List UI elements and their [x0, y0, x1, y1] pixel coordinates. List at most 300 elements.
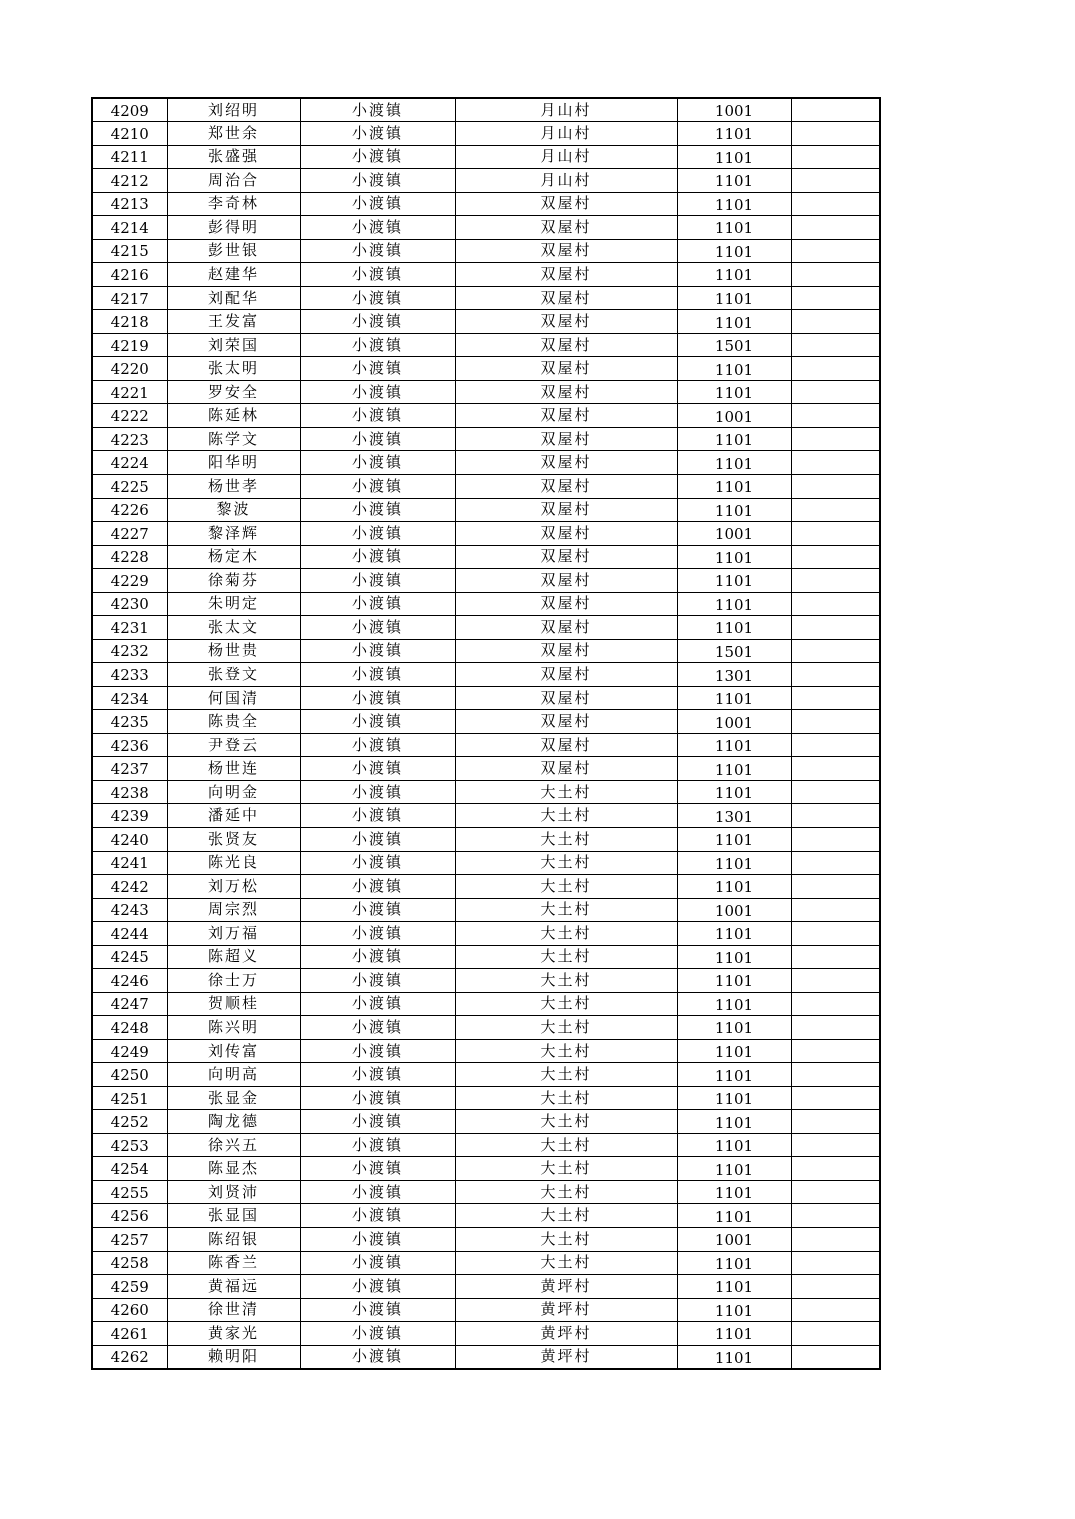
- row-number-cell: 4245: [92, 945, 167, 969]
- table-row: [92, 710, 880, 734]
- town-cell: 小渡镇: [300, 216, 455, 240]
- code-cell: 1101: [677, 545, 791, 569]
- name-cell: 陈贵全: [167, 710, 300, 734]
- name-cell: 刘万福: [167, 922, 300, 946]
- name-cell: 赵建华: [167, 263, 300, 287]
- table-row: [92, 1298, 880, 1322]
- table-row: [92, 1063, 880, 1087]
- village-cell: 大土村: [455, 851, 677, 875]
- table-row: [92, 333, 880, 357]
- row-number-cell: 4220: [92, 357, 167, 381]
- note-cell: [791, 1275, 880, 1299]
- village-cell: 黄坪村: [455, 1345, 677, 1369]
- row-number-cell: 4230: [92, 592, 167, 616]
- row-number-cell: 4262: [92, 1345, 167, 1369]
- row-number-cell: 4249: [92, 1039, 167, 1063]
- table-row: [92, 122, 880, 146]
- table-row: [92, 945, 880, 969]
- table-row: [92, 145, 880, 169]
- name-cell: 张太文: [167, 616, 300, 640]
- row-number-cell: 4228: [92, 545, 167, 569]
- name-cell: 张贤友: [167, 827, 300, 851]
- code-cell: 1001: [677, 898, 791, 922]
- table-row: [92, 239, 880, 263]
- name-cell: 杨世孝: [167, 475, 300, 499]
- village-cell: 双屋村: [455, 380, 677, 404]
- village-cell: 大土村: [455, 898, 677, 922]
- village-cell: 大土村: [455, 969, 677, 993]
- town-cell: 小渡镇: [300, 945, 455, 969]
- code-cell: 1101: [677, 216, 791, 240]
- table-row: [92, 875, 880, 899]
- name-cell: 陈延林: [167, 404, 300, 428]
- town-cell: 小渡镇: [300, 875, 455, 899]
- row-number-cell: 4243: [92, 898, 167, 922]
- row-number-cell: 4221: [92, 380, 167, 404]
- row-number-cell: 4258: [92, 1251, 167, 1275]
- town-cell: 小渡镇: [300, 804, 455, 828]
- code-cell: 1101: [677, 757, 791, 781]
- row-number-cell: 4222: [92, 404, 167, 428]
- name-cell: 赖明阳: [167, 1345, 300, 1369]
- code-cell: 1101: [677, 1039, 791, 1063]
- village-cell: 大土村: [455, 1157, 677, 1181]
- code-cell: 1001: [677, 710, 791, 734]
- code-cell: 1101: [677, 451, 791, 475]
- name-cell: 刘万松: [167, 875, 300, 899]
- village-cell: 双屋村: [455, 263, 677, 287]
- note-cell: [791, 145, 880, 169]
- name-cell: 陈光良: [167, 851, 300, 875]
- village-cell: 黄坪村: [455, 1275, 677, 1299]
- name-cell: 黎泽辉: [167, 522, 300, 546]
- town-cell: 小渡镇: [300, 380, 455, 404]
- row-number-cell: 4234: [92, 686, 167, 710]
- town-cell: 小渡镇: [300, 545, 455, 569]
- name-cell: 杨世贵: [167, 639, 300, 663]
- name-cell: 周宗烈: [167, 898, 300, 922]
- name-cell: 张太明: [167, 357, 300, 381]
- code-cell: 1101: [677, 498, 791, 522]
- note-cell: [791, 616, 880, 640]
- code-cell: 1101: [677, 192, 791, 216]
- code-cell: 1101: [677, 1345, 791, 1369]
- town-cell: 小渡镇: [300, 569, 455, 593]
- row-number-cell: 4235: [92, 710, 167, 734]
- name-cell: 陈超义: [167, 945, 300, 969]
- code-cell: 1001: [677, 522, 791, 546]
- note-cell: [791, 639, 880, 663]
- village-cell: 月山村: [455, 169, 677, 193]
- row-number-cell: 4217: [92, 286, 167, 310]
- note-cell: [791, 263, 880, 287]
- row-number-cell: 4212: [92, 169, 167, 193]
- village-cell: 大土村: [455, 1063, 677, 1087]
- town-cell: 小渡镇: [300, 686, 455, 710]
- town-cell: 小渡镇: [300, 1039, 455, 1063]
- code-cell: 1101: [677, 286, 791, 310]
- table-row: [92, 922, 880, 946]
- table-row: [92, 804, 880, 828]
- row-number-cell: 4209: [92, 98, 167, 122]
- village-cell: 双屋村: [455, 451, 677, 475]
- town-cell: 小渡镇: [300, 1298, 455, 1322]
- table-row: [92, 616, 880, 640]
- town-cell: 小渡镇: [300, 757, 455, 781]
- note-cell: [791, 122, 880, 146]
- note-cell: [791, 169, 880, 193]
- code-cell: 1101: [677, 427, 791, 451]
- table-row: [92, 663, 880, 687]
- town-cell: 小渡镇: [300, 498, 455, 522]
- table-row: [92, 1157, 880, 1181]
- name-cell: 陈学文: [167, 427, 300, 451]
- code-cell: 1101: [677, 1322, 791, 1346]
- row-number-cell: 4227: [92, 522, 167, 546]
- code-cell: 1501: [677, 639, 791, 663]
- table-row: [92, 1251, 880, 1275]
- town-cell: 小渡镇: [300, 1016, 455, 1040]
- note-cell: [791, 1133, 880, 1157]
- row-number-cell: 4240: [92, 827, 167, 851]
- name-cell: 徐世清: [167, 1298, 300, 1322]
- note-cell: [791, 757, 880, 781]
- table-row: [92, 851, 880, 875]
- row-number-cell: 4233: [92, 663, 167, 687]
- table-row: [92, 451, 880, 475]
- village-cell: 大土村: [455, 1251, 677, 1275]
- note-cell: [791, 1322, 880, 1346]
- row-number-cell: 4224: [92, 451, 167, 475]
- village-cell: 双屋村: [455, 686, 677, 710]
- table-row: [92, 522, 880, 546]
- note-cell: [791, 380, 880, 404]
- town-cell: 小渡镇: [300, 616, 455, 640]
- table-row: [92, 545, 880, 569]
- table-row: [92, 310, 880, 334]
- note-cell: [791, 1110, 880, 1134]
- town-cell: 小渡镇: [300, 286, 455, 310]
- town-cell: 小渡镇: [300, 1275, 455, 1299]
- town-cell: 小渡镇: [300, 733, 455, 757]
- code-cell: 1101: [677, 992, 791, 1016]
- village-cell: 双屋村: [455, 592, 677, 616]
- name-cell: 刘配华: [167, 286, 300, 310]
- note-cell: [791, 239, 880, 263]
- town-cell: 小渡镇: [300, 169, 455, 193]
- name-cell: 尹登云: [167, 733, 300, 757]
- note-cell: [791, 969, 880, 993]
- table-row: [92, 357, 880, 381]
- records-table: [91, 97, 881, 1370]
- village-cell: 双屋村: [455, 498, 677, 522]
- village-cell: 月山村: [455, 98, 677, 122]
- row-number-cell: 4226: [92, 498, 167, 522]
- town-cell: 小渡镇: [300, 357, 455, 381]
- name-cell: 刘绍明: [167, 98, 300, 122]
- row-number-cell: 4211: [92, 145, 167, 169]
- town-cell: 小渡镇: [300, 1322, 455, 1346]
- village-cell: 双屋村: [455, 357, 677, 381]
- name-cell: 徐菊芬: [167, 569, 300, 593]
- table-row: [92, 733, 880, 757]
- town-cell: 小渡镇: [300, 1133, 455, 1157]
- village-cell: 双屋村: [455, 427, 677, 451]
- town-cell: 小渡镇: [300, 1086, 455, 1110]
- village-cell: 大土村: [455, 1204, 677, 1228]
- note-cell: [791, 216, 880, 240]
- code-cell: 1101: [677, 122, 791, 146]
- table-row: [92, 286, 880, 310]
- row-number-cell: 4242: [92, 875, 167, 899]
- row-number-cell: 4216: [92, 263, 167, 287]
- row-number-cell: 4218: [92, 310, 167, 334]
- row-number-cell: 4246: [92, 969, 167, 993]
- village-cell: 大土村: [455, 804, 677, 828]
- note-cell: [791, 1180, 880, 1204]
- town-cell: 小渡镇: [300, 1110, 455, 1134]
- note-cell: [791, 592, 880, 616]
- village-cell: 大土村: [455, 1039, 677, 1063]
- name-cell: 黄福远: [167, 1275, 300, 1299]
- code-cell: 1501: [677, 333, 791, 357]
- name-cell: 陈绍银: [167, 1228, 300, 1252]
- village-cell: 大土村: [455, 1180, 677, 1204]
- name-cell: 贺顺桂: [167, 992, 300, 1016]
- name-cell: 刘贤沛: [167, 1180, 300, 1204]
- name-cell: 黎波: [167, 498, 300, 522]
- name-cell: 张显国: [167, 1204, 300, 1228]
- code-cell: 1101: [677, 875, 791, 899]
- code-cell: 1101: [677, 1157, 791, 1181]
- village-cell: 双屋村: [455, 639, 677, 663]
- name-cell: 张盛强: [167, 145, 300, 169]
- code-cell: 1101: [677, 945, 791, 969]
- town-cell: 小渡镇: [300, 851, 455, 875]
- town-cell: 小渡镇: [300, 969, 455, 993]
- name-cell: 徐士万: [167, 969, 300, 993]
- row-number-cell: 4250: [92, 1063, 167, 1087]
- name-cell: 周治合: [167, 169, 300, 193]
- table-row: [92, 639, 880, 663]
- code-cell: 1101: [677, 1063, 791, 1087]
- code-cell: 1001: [677, 1228, 791, 1252]
- code-cell: 1101: [677, 851, 791, 875]
- row-number-cell: 4238: [92, 780, 167, 804]
- row-number-cell: 4261: [92, 1322, 167, 1346]
- table-row: [92, 686, 880, 710]
- name-cell: 彭世银: [167, 239, 300, 263]
- note-cell: [791, 569, 880, 593]
- town-cell: 小渡镇: [300, 1204, 455, 1228]
- note-cell: [791, 404, 880, 428]
- town-cell: 小渡镇: [300, 98, 455, 122]
- note-cell: [791, 898, 880, 922]
- table-row: [92, 263, 880, 287]
- name-cell: 徐兴五: [167, 1133, 300, 1157]
- village-cell: 双屋村: [455, 757, 677, 781]
- town-cell: 小渡镇: [300, 145, 455, 169]
- row-number-cell: 4223: [92, 427, 167, 451]
- name-cell: 陶龙德: [167, 1110, 300, 1134]
- table-row: [92, 780, 880, 804]
- village-cell: 月山村: [455, 122, 677, 146]
- note-cell: [791, 1228, 880, 1252]
- table-row: [92, 1322, 880, 1346]
- table-row: [92, 498, 880, 522]
- village-cell: 双屋村: [455, 522, 677, 546]
- town-cell: 小渡镇: [300, 239, 455, 263]
- row-number-cell: 4253: [92, 1133, 167, 1157]
- code-cell: 1301: [677, 663, 791, 687]
- note-cell: [791, 875, 880, 899]
- code-cell: 1101: [677, 592, 791, 616]
- village-cell: 双屋村: [455, 545, 677, 569]
- name-cell: 阳华明: [167, 451, 300, 475]
- code-cell: 1001: [677, 98, 791, 122]
- town-cell: 小渡镇: [300, 1345, 455, 1369]
- table-row: [92, 592, 880, 616]
- row-number-cell: 4247: [92, 992, 167, 1016]
- village-cell: 双屋村: [455, 333, 677, 357]
- village-cell: 黄坪村: [455, 1322, 677, 1346]
- town-cell: 小渡镇: [300, 710, 455, 734]
- village-cell: 双屋村: [455, 216, 677, 240]
- row-number-cell: 4231: [92, 616, 167, 640]
- code-cell: 1101: [677, 239, 791, 263]
- town-cell: 小渡镇: [300, 122, 455, 146]
- code-cell: 1101: [677, 1275, 791, 1299]
- row-number-cell: 4251: [92, 1086, 167, 1110]
- table-row: [92, 1039, 880, 1063]
- row-number-cell: 4257: [92, 1228, 167, 1252]
- row-number-cell: 4254: [92, 1157, 167, 1181]
- code-cell: 1101: [677, 380, 791, 404]
- row-number-cell: 4244: [92, 922, 167, 946]
- village-cell: 大土村: [455, 875, 677, 899]
- note-cell: [791, 1016, 880, 1040]
- name-cell: 潘延中: [167, 804, 300, 828]
- note-cell: [791, 1204, 880, 1228]
- row-number-cell: 4225: [92, 475, 167, 499]
- row-number-cell: 4237: [92, 757, 167, 781]
- row-number-cell: 4229: [92, 569, 167, 593]
- note-cell: [791, 945, 880, 969]
- village-cell: 双屋村: [455, 475, 677, 499]
- code-cell: 1101: [677, 1110, 791, 1134]
- name-cell: 刘荣国: [167, 333, 300, 357]
- note-cell: [791, 451, 880, 475]
- town-cell: 小渡镇: [300, 263, 455, 287]
- village-cell: 双屋村: [455, 569, 677, 593]
- row-number-cell: 4256: [92, 1204, 167, 1228]
- table-row: [92, 216, 880, 240]
- note-cell: [791, 780, 880, 804]
- note-cell: [791, 1345, 880, 1369]
- town-cell: 小渡镇: [300, 663, 455, 687]
- row-number-cell: 4215: [92, 239, 167, 263]
- name-cell: 陈香兰: [167, 1251, 300, 1275]
- name-cell: 朱明定: [167, 592, 300, 616]
- note-cell: [791, 333, 880, 357]
- code-cell: 1101: [677, 145, 791, 169]
- name-cell: 刘传富: [167, 1039, 300, 1063]
- note-cell: [791, 522, 880, 546]
- note-cell: [791, 286, 880, 310]
- town-cell: 小渡镇: [300, 192, 455, 216]
- code-cell: 1101: [677, 475, 791, 499]
- name-cell: 张登文: [167, 663, 300, 687]
- town-cell: 小渡镇: [300, 1157, 455, 1181]
- town-cell: 小渡镇: [300, 1180, 455, 1204]
- note-cell: [791, 663, 880, 687]
- name-cell: 陈显杰: [167, 1157, 300, 1181]
- village-cell: 月山村: [455, 145, 677, 169]
- table-row: [92, 1204, 880, 1228]
- village-cell: 双屋村: [455, 710, 677, 734]
- table-row: [92, 427, 880, 451]
- row-number-cell: 4214: [92, 216, 167, 240]
- village-cell: 大土村: [455, 827, 677, 851]
- name-cell: 杨世连: [167, 757, 300, 781]
- table-row: [92, 1180, 880, 1204]
- town-cell: 小渡镇: [300, 310, 455, 334]
- note-cell: [791, 851, 880, 875]
- village-cell: 双屋村: [455, 404, 677, 428]
- code-cell: 1101: [677, 922, 791, 946]
- note-cell: [791, 310, 880, 334]
- code-cell: 1101: [677, 1204, 791, 1228]
- name-cell: 向明高: [167, 1063, 300, 1087]
- table-row: [92, 1275, 880, 1299]
- note-cell: [791, 710, 880, 734]
- code-cell: 1101: [677, 263, 791, 287]
- row-number-cell: 4248: [92, 1016, 167, 1040]
- town-cell: 小渡镇: [300, 780, 455, 804]
- code-cell: 1301: [677, 804, 791, 828]
- code-cell: 1101: [677, 616, 791, 640]
- town-cell: 小渡镇: [300, 592, 455, 616]
- name-cell: 何国清: [167, 686, 300, 710]
- note-cell: [791, 475, 880, 499]
- name-cell: 向明金: [167, 780, 300, 804]
- note-cell: [791, 1157, 880, 1181]
- town-cell: 小渡镇: [300, 1228, 455, 1252]
- table-row: [92, 169, 880, 193]
- note-cell: [791, 357, 880, 381]
- note-cell: [791, 498, 880, 522]
- village-cell: 双屋村: [455, 733, 677, 757]
- code-cell: 1001: [677, 404, 791, 428]
- village-cell: 双屋村: [455, 663, 677, 687]
- code-cell: 1101: [677, 1251, 791, 1275]
- code-cell: 1101: [677, 569, 791, 593]
- row-number-cell: 4236: [92, 733, 167, 757]
- table-row: [92, 98, 880, 122]
- row-number-cell: 4252: [92, 1110, 167, 1134]
- name-cell: 郑世余: [167, 122, 300, 146]
- village-cell: 大土村: [455, 992, 677, 1016]
- village-cell: 大土村: [455, 1110, 677, 1134]
- town-cell: 小渡镇: [300, 992, 455, 1016]
- code-cell: 1101: [677, 1180, 791, 1204]
- row-number-cell: 4213: [92, 192, 167, 216]
- note-cell: [791, 1251, 880, 1275]
- name-cell: 李奇林: [167, 192, 300, 216]
- code-cell: 1101: [677, 969, 791, 993]
- village-cell: 双屋村: [455, 310, 677, 334]
- town-cell: 小渡镇: [300, 333, 455, 357]
